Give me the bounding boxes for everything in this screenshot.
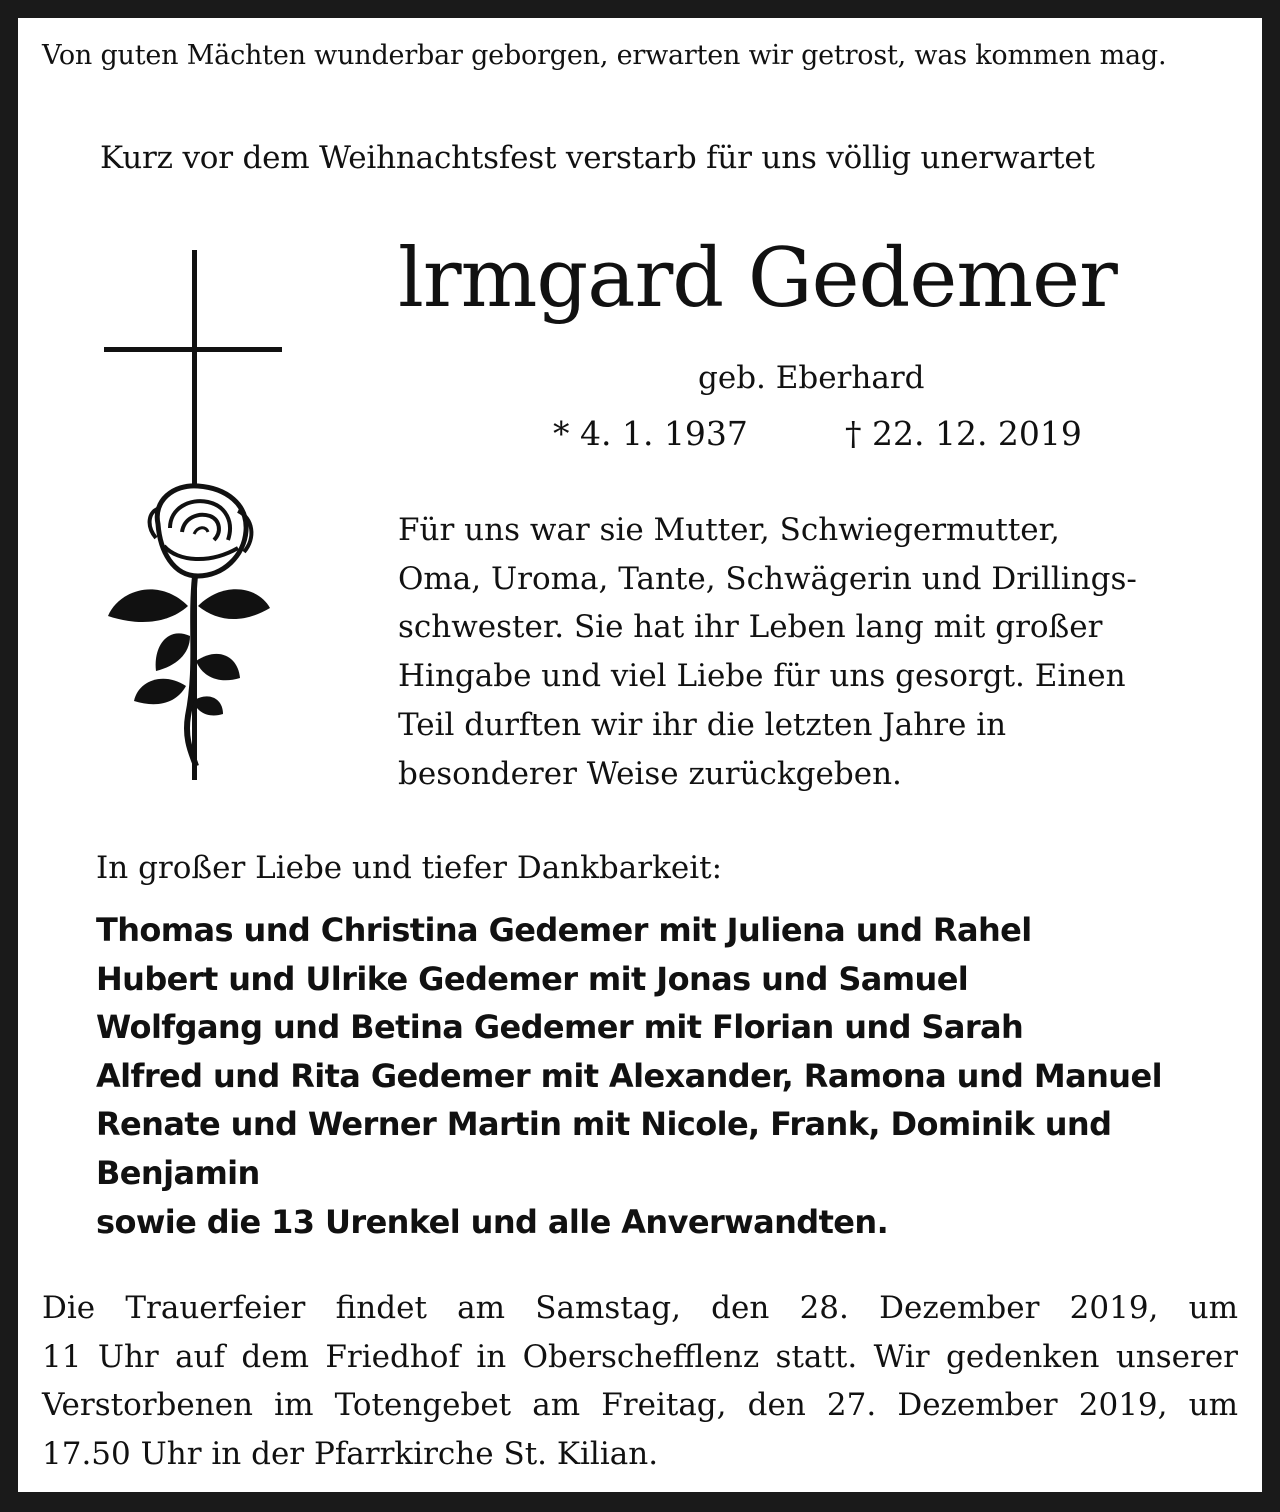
- mourner-line: Wolfgang und Betina Gedemer mit Florian und Sarah: [96, 1008, 1024, 1047]
- funeral-line: Die Trauerfeier findet am Samstag, den 28. Dezember 2019, um: [42, 1290, 1238, 1326]
- maiden-name: geb. Eberhard: [698, 360, 925, 396]
- deceased-name: lrmgard Gedemer: [398, 232, 1117, 326]
- mourner-line: Alfred und Rita Gedemer mit Alexander, Ramona und Manuel: [96, 1056, 1162, 1095]
- mourner-line: Thomas und Christina Gedemer mit Juliena und Rahel: [96, 911, 1032, 949]
- mourner-line: sowie die 13 Urenkel und alle Anverwandten.: [96, 1202, 889, 1241]
- obituary-notice: [18, 18, 1262, 1492]
- tribute-line: Teil durften wir ihr die letzten Jahre in: [398, 706, 1007, 743]
- tribute-line: Hingabe und viel Liebe für uns gesorgt. Einen: [398, 658, 1126, 695]
- funeral-line: 17.50 Uhr in der Pfarrkirche St. Kilian.: [42, 1435, 659, 1472]
- tribute-text: [398, 506, 1137, 798]
- funeral-line: 11 Uhr auf dem Friedhof in Oberschefflenz statt. Wir gedenken unserer: [42, 1338, 1238, 1375]
- birth-date: * 4. 1. 1937: [553, 414, 748, 453]
- mourner-line: Renate und Werner Martin mit Nicole, Frank, Dominik und: [96, 1105, 1112, 1144]
- mourner-line: Hubert und Ulrike Gedemer mit Jonas und Samuel: [96, 959, 969, 998]
- tribute-line: Für uns war sie Mutter, Schwiegermutter,: [398, 512, 1060, 548]
- tribute-line: Oma, Uroma, Tante, Schwägerin und Drillings-: [398, 560, 1137, 597]
- motto: Von guten Mächten wunderbar geborgen, erwarten wir getrost, was kommen mag.: [42, 40, 1167, 71]
- tribute-line: besonderer Weise zurückgeben.: [398, 755, 902, 792]
- mourners-list: [96, 906, 1162, 1246]
- tribute-line: schwester. Sie hat ihr Leben lang mit großer: [398, 609, 1103, 646]
- gratitude-line: In großer Liebe und tiefer Dankbarkeit:: [96, 850, 723, 886]
- death-date: † 22. 12. 2019: [845, 414, 1082, 453]
- funeral-line: Verstorbenen im Totengebet am Freitag, den 27. Dezember 2019, um: [42, 1387, 1238, 1423]
- funeral-info: [42, 1284, 1238, 1478]
- intro-line: Kurz vor dem Weihnachtsfest verstarb für uns völlig unerwartet: [100, 140, 1095, 176]
- cross-with-rose-icon: [98, 246, 288, 806]
- mourner-line: Benjamin: [96, 1153, 260, 1192]
